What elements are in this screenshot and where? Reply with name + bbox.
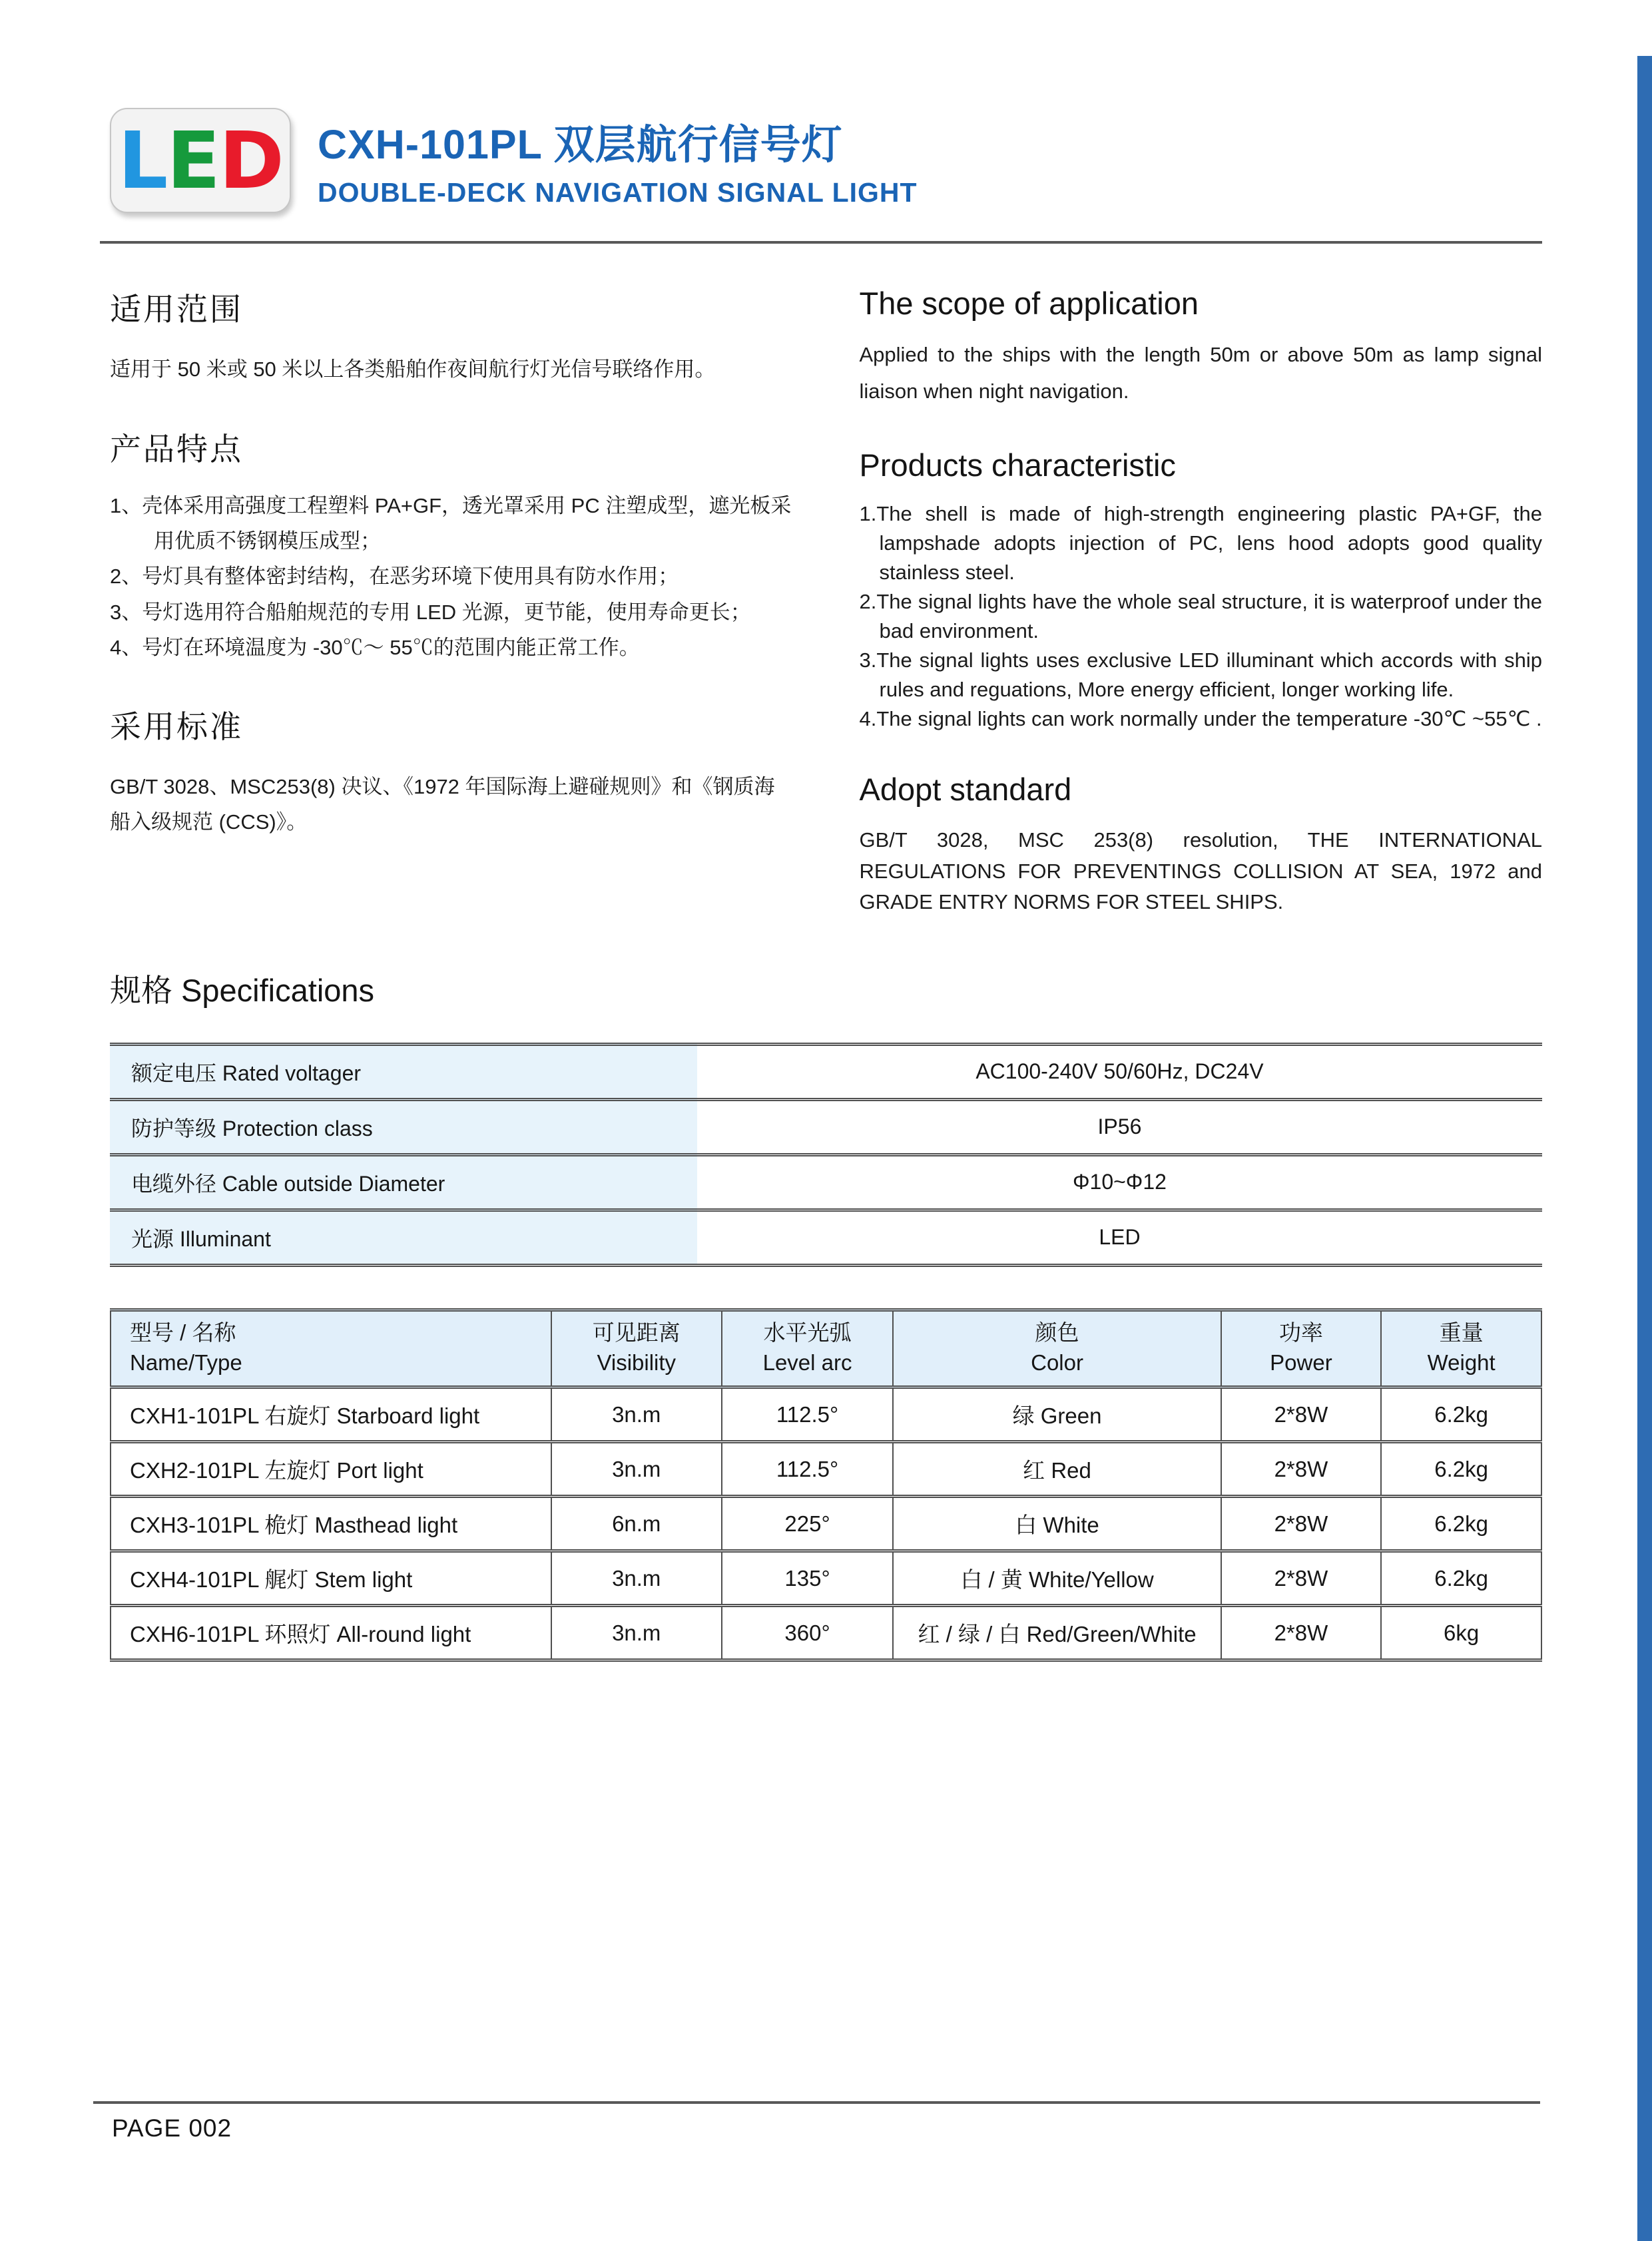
section-body-scope-zh: 适用于 50 米或 50 米以上各类船舶作夜间航行灯光信号联络作用。 (110, 358, 716, 381)
page-header (0, 0, 1652, 213)
spec-value: IP56 (697, 1099, 1542, 1154)
model-cell: 3n.m (551, 1387, 722, 1442)
model-cell: 2*8W (1221, 1551, 1382, 1606)
two-column-body (0, 244, 1652, 955)
column-header: 型号 / 名称 Name/Type (111, 1310, 551, 1387)
spec-label: 光源 Illuminant (110, 1210, 697, 1265)
list-item: 4.The signal lights can work normally under the temperature -30℃ ~55℃ . (859, 707, 1542, 731)
model-cell: CXH2-101PL 左旋灯 Port light (111, 1442, 551, 1497)
section-features-zh (110, 425, 793, 666)
model-cell: 360° (722, 1606, 894, 1660)
model-cell: CXH6-101PL 环照灯 All-round light (111, 1606, 551, 1660)
model-cell: 3n.m (551, 1606, 722, 1660)
model-cell: 135° (722, 1551, 894, 1606)
model-cell: 6.2kg (1381, 1442, 1541, 1497)
model-cell: 红 Red (893, 1442, 1221, 1497)
table-row (111, 1497, 1541, 1551)
table-header-row (111, 1310, 1541, 1387)
model-cell: 2*8W (1221, 1442, 1382, 1497)
spec-value: Φ10~Φ12 (697, 1154, 1542, 1210)
column-header: 可见距离 Visibility (551, 1310, 722, 1387)
list-item: 1、壳体采用高强度工程塑料 PA+GF，透光罩采用 PC 注塑成型，遮光板采用优质不锈钢模压成型； (110, 493, 792, 553)
model-cell: 6n.m (551, 1497, 722, 1551)
section-heading-standard-zh: 采用标准 (110, 709, 243, 745)
model-cell: 3n.m (551, 1551, 722, 1606)
section-heading-standard-en: Adopt standard (859, 772, 1072, 808)
model-cell: 112.5° (722, 1387, 894, 1442)
model-cell: CXH3-101PL 桅灯 Masthead light (111, 1497, 551, 1551)
table-row (110, 1044, 1542, 1099)
section-standard-zh (110, 702, 793, 840)
led-logo (110, 108, 291, 213)
model-cell: 6.2kg (1381, 1497, 1541, 1551)
model-cell: 6kg (1381, 1606, 1541, 1660)
column-header: 功率 Power (1221, 1310, 1382, 1387)
section-scope-en (860, 285, 1543, 409)
model-cell: CXH1-101PL 右旋灯 Starboard light (111, 1387, 551, 1442)
list-item: 3.The signal lights uses exclusive LED illuminant which accords with ship rules and reguations, More energy efficient, longer working life. (859, 648, 1542, 702)
section-features-en (860, 447, 1543, 734)
table-row (111, 1387, 1541, 1442)
model-cell: 绿 Green (893, 1387, 1221, 1442)
model-cell: 225° (722, 1497, 894, 1551)
section-body-scope-en: Applied to the ships with the length 50m or above 50m as lamp signal liaison when night navigation. (859, 343, 1542, 403)
led-logo-letter-d: D (218, 115, 283, 206)
led-logo-letter-l: L (118, 115, 167, 206)
model-cell: 3n.m (551, 1442, 722, 1497)
page-title-zh: CXH-101PL 双层航行信号灯 (318, 122, 843, 167)
page-number: PAGE 002 (112, 2115, 232, 2142)
section-heading-features-zh: 产品特点 (110, 431, 243, 467)
list-item: 4、号灯在环境温度为 -30℃～ 55℃的范围内能正常工作。 (110, 635, 640, 659)
model-cell: 2*8W (1221, 1387, 1382, 1442)
model-cell: 白 / 黄 White/Yellow (893, 1551, 1221, 1606)
list-item: 3、号灯选用符合船舶规范的专用 LED 光源，更节能，使用寿命更长； (110, 600, 751, 624)
table-row (111, 1551, 1541, 1606)
spec-label: 额定电压 Rated voltager (110, 1044, 697, 1099)
page-edge-accent-bar (1637, 56, 1652, 2241)
column-english (860, 285, 1543, 955)
features-list-zh (110, 488, 793, 666)
list-item: 2.The signal lights have the whole seal structure, it is waterproof under the bad environment. (859, 590, 1542, 643)
table-row (110, 1210, 1542, 1265)
table-row (110, 1154, 1542, 1210)
section-heading-scope-en: The scope of application (859, 286, 1199, 321)
model-cell: 白 White (893, 1497, 1221, 1551)
section-standard-en (860, 771, 1543, 918)
column-header: 水平光弧 Level arc (722, 1310, 894, 1387)
spec-value: LED (697, 1210, 1542, 1265)
model-cell: 112.5° (722, 1442, 894, 1497)
spec-label: 防护等级 Protection class (110, 1099, 697, 1154)
model-cell: 2*8W (1221, 1497, 1382, 1551)
page-title-en: DOUBLE-DECK NAVIGATION SIGNAL LIGHT (318, 177, 918, 208)
led-logo-letter-e: E (166, 115, 219, 206)
model-cell: 红 / 绿 / 白 Red/Green/White (893, 1606, 1221, 1660)
page-footer (93, 2101, 1540, 2142)
spec-label: 电缆外径 Cable outside Diameter (110, 1154, 697, 1210)
table-row (110, 1099, 1542, 1154)
column-header: 重量 Weight (1381, 1310, 1541, 1387)
models-spec-table (110, 1308, 1542, 1662)
specifications-heading: 规格 Specifications (110, 972, 375, 1008)
section-heading-features-en: Products characteristic (859, 447, 1176, 483)
list-item: 1.The shell is made of high-strength engineering plastic PA+GF, the lampshade adopts injection of PC, lens hood adopts good quality stainless steel. (859, 502, 1542, 585)
features-list-en (860, 499, 1543, 734)
model-cell: 6.2kg (1381, 1387, 1541, 1442)
model-cell: 6.2kg (1381, 1551, 1541, 1606)
section-heading-scope-zh: 适用范围 (110, 292, 243, 327)
section-body-standard-en: GB/T 3028, MSC 253(8) resolution, THE INTERNATIONAL REGULATIONS FOR PREVENTINGS COLLISION AT SEA, 1972 and GRADE ENTRY NORMS FOR STEEL SHIPS. (859, 828, 1542, 914)
column-chinese (110, 285, 793, 955)
table-row (111, 1442, 1541, 1497)
section-scope-zh (110, 285, 793, 387)
spec-value: AC100-240V 50/60Hz, DC24V (697, 1044, 1542, 1099)
column-header: 颜色 Color (893, 1310, 1221, 1387)
header-titles (318, 113, 918, 208)
footer-divider (93, 2101, 1540, 2104)
section-body-standard-zh: GB/T 3028、MSC253(8) 决议、《1972 年国际海上避碰规则》和《钢质海船入级规范 (CCS)》。 (110, 775, 775, 834)
model-cell: 2*8W (1221, 1606, 1382, 1660)
list-item: 2、号灯具有整体密封结构，在恶劣环境下使用具有防水作用； (110, 565, 679, 589)
general-spec-table (110, 1043, 1542, 1267)
model-cell: CXH4-101PL 艉灯 Stem light (111, 1551, 551, 1606)
table-row (111, 1606, 1541, 1660)
